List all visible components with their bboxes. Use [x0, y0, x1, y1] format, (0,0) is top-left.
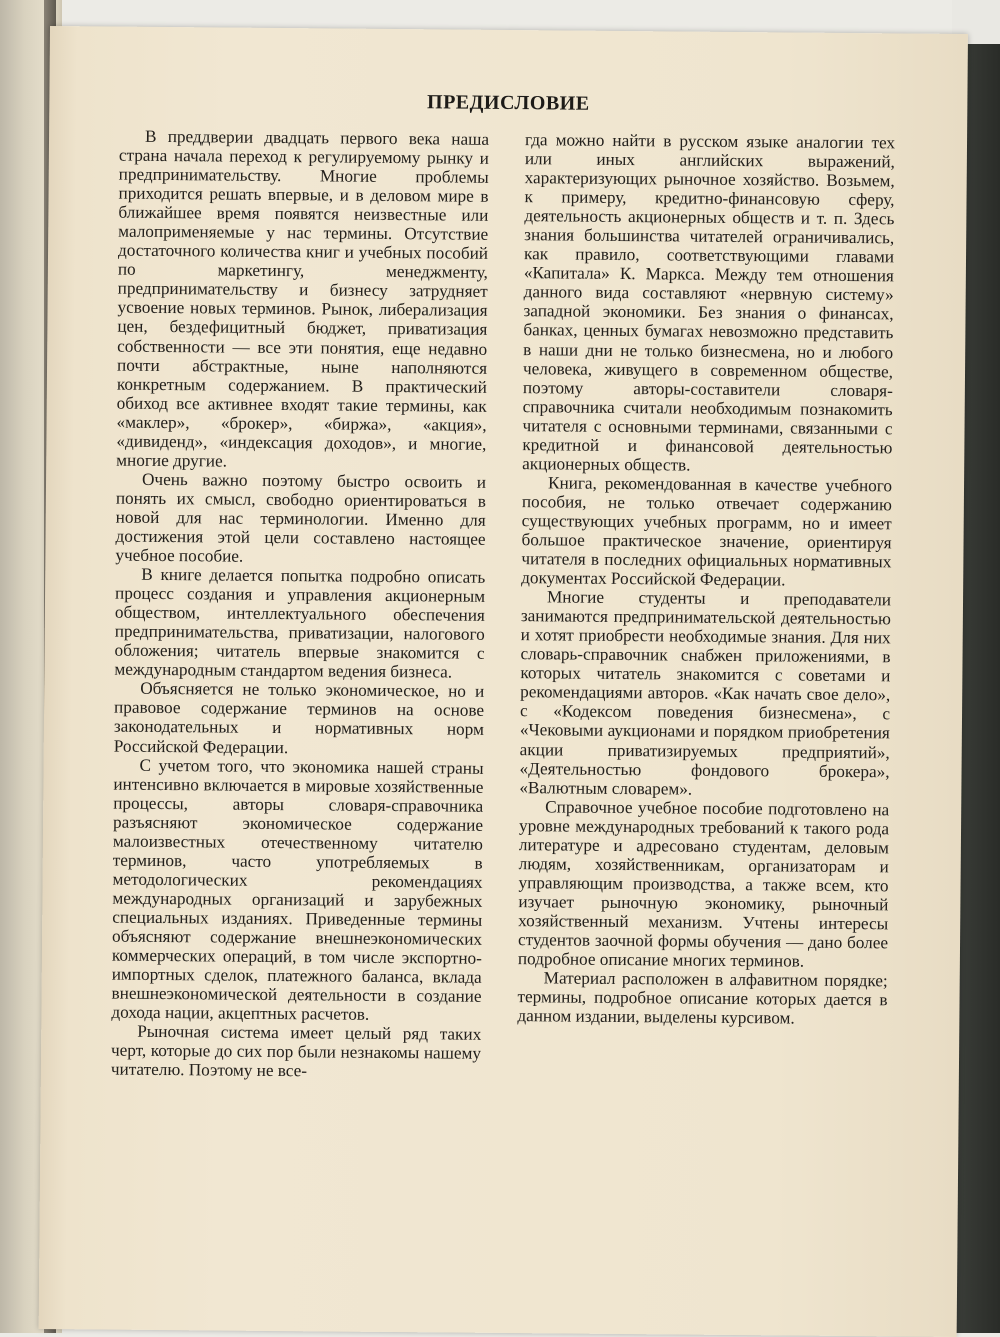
paragraph: Рыночная система имеет целый ряд таких черт, которые до сих пор были незнакомы нашему читателю. Поэтому не все- — [110, 1021, 482, 1081]
page-title: ПРЕДИСЛОВИЕ — [426, 91, 590, 115]
paragraph: Объясняется не только экономическое, но и правовое содержание терминов на основе законодательных и нормативных норм Российской Федерации. — [113, 679, 485, 757]
book-page — [39, 26, 968, 1337]
paragraph-continued: гда можно найти в русском языке аналогии тех или иных английских выражений, характеризующих рыночное хозяйство. Возьмем, к примеру, кредитно-финансовую сферу, деятельность акционерных обществ и т. п. Здесь знания большинства читателей ограничивались, как правило, соответствующими главами «Капитала» К. Маркса. Между тем отношения данного вида составляют «нервную систему» западной экономики. Без знания о финансах, банках, ценных бумагах невозможно представить в наши дни не только бизнесмена, но и любого человека, живущего в современном обществе, поэтому авторы-составители словаря-справочника считали необходимым познакомить читателя с основными терминами, связанными с кредитной и финансовой деятельностью акционерных обществ. — [522, 130, 896, 475]
paragraph: С учетом того, что экономика нашей страны интенсивно включается в мировые хозяйственные процессы, авторы словаря-справочника разъясняют экономическое содержание малоизвестных отечественному читателю терминов, часто употребляемых в методологических рекомендациях международных организаций и зарубежных специальных изданиях. Приведенные термины объясняют содержание внешнеэкономических коммерческих операций, в том числе экспортно-импортных сделок, платежного баланса, вклада внешнеэкономической деятельности в создание дохода нации, акцептных расчетов. — [111, 755, 484, 1024]
paragraph: В книге делается попытка подробно описать процесс создания и управления акционерным обществом, интеллектуального обеспечения предпринимательства, приватизации, налогового обложения; читатель впервые знакомится с международным стандартом ведения бизнеса. — [114, 564, 486, 682]
left-column — [111, 127, 489, 1083]
paragraph: Многие студенты и преподаватели занимаются предпринимательской деятельностью и хотят приобрести необходимые знания. Для них словарь-справочник снабжен приложениями, в которых читатель знакомится с советами и рекомендациями авторов. «Как начать свое дело», с «Кодексом поведения бизнесмена», с «Чековыми аукционами и порядком приобретения акции приватизируемых предприятий», «Деятельностью фондового брокера», «Валютным словарем». — [519, 587, 892, 799]
right-column — [517, 130, 895, 1028]
paragraph: В преддверии двадцать первого века наша страна начала переход к регулируемому рынку и предпринимательству. Многие проблемы приходится решать впервые, и в деловом мире в ближайшее время появятся неизвестные или малоприменяемые у нас термины. Отсутствие достаточного количества книг и учебных пособий по маркетингу, менеджменту, предпринимательству и бизнесу затрудняет усвоение новых терминов. Рынок, либерализация цен, бездефицитный бюджет, приватизация собственности — все эти понятия, еще недавно почти абстрактные, ныне наполняются конкретным содержанием. В практический обиход все активнее входят такие термины, как «маклер», «брокер», «биржа», «акция», «дивиденд», «индексация доходов», и многие, многие другие. — [116, 126, 490, 471]
paragraph: Материал расположен в алфавитном порядке; термины, подробное описание которых дается в данном издании, выделены курсивом. — [517, 968, 888, 1028]
paragraph: Очень важно поэтому быстро освоить и понять их смысл, свободно ориентироваться в новой для нас терминологии. Именно для достижения этой цели составлено настоящее учебное пособие. — [115, 469, 487, 566]
paragraph: Справочное учебное пособие подготовлено на уровне международных требований к такого рода литературе и адресовано студентам, деловым людям, хозяйственникам, организаторам и управляющим производства, а также всем, кто изучает рыночную экономику, рыночный хозяйственный механизм. Учтены интересы студентов заочной формы обучения — дано более подробное описание многих терминов. — [517, 796, 890, 971]
paragraph: Книга, рекомендованная в качестве учебного пособия, не только отвечает содержанию существующих учебных программ, но и имеет большое практическое значение, ориентируя читателя в последних официальных нормативных документах Российской Федерации. — [521, 473, 893, 590]
